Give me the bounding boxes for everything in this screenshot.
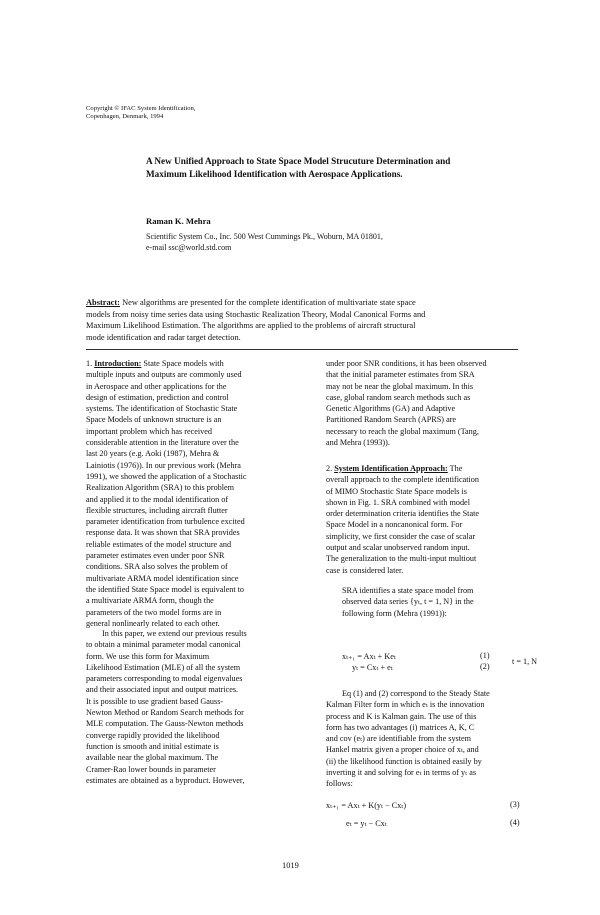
text-line: parameters of the two model forms are in	[86, 607, 222, 617]
text-line: design of estimation, prediction and control	[86, 392, 229, 402]
text-line: (ii) the likelihood function is obtained easily by	[326, 756, 482, 766]
author-affiliation	[146, 231, 383, 253]
page-number: 1019	[282, 861, 299, 870]
text-line: order determination criteria identifies the State	[326, 509, 479, 519]
abstract-label: Abstract:	[86, 298, 120, 307]
text-line: Space Models of unknown structure is an	[86, 415, 222, 425]
text-line: and cov (eₜ) are identifiable from the system	[326, 734, 472, 744]
equation-2: yₜ = Cxₜ + eₜ	[352, 663, 393, 672]
abstract-line: Abstract: New algorithms are presented for the complete identification of multivariate state space	[86, 298, 416, 307]
copyright-notice	[86, 105, 346, 121]
text-line: converge rapidly provided the likelihood	[86, 730, 220, 740]
text-line: MLE computation. The Gauss-Newton methods	[86, 719, 244, 729]
abstract-line: mode identification and radar target detection.	[86, 332, 241, 342]
affiliation-email: e-mail ssc@world.std.com	[146, 243, 232, 252]
text-line: parameters corresponding to modal eigenvalues	[86, 674, 243, 684]
abstract-line: models from noisy time series data using Stochastic Realization Theory, Modal Canonical Forms and	[86, 309, 426, 319]
text-line: and their associated input and output matrices.	[86, 685, 239, 695]
text-line: conditions. SRA also solves the problem of	[86, 562, 228, 572]
text-line: flexible structures, including aircraft flutter	[86, 505, 228, 515]
abstract	[86, 297, 516, 343]
text-line: Likelihood Estimation (MLE) of all the system	[86, 662, 241, 672]
text-line: case, global random search methods such as	[326, 392, 471, 402]
text-line: that the initial parameter estimates from SRA	[326, 370, 475, 380]
text-line: Genetic Algorithms (GA) and Adaptive	[326, 404, 456, 414]
text-line: to obtain a minimal parameter modal canonical	[86, 640, 241, 650]
text-line: Realization Algorithm (SRA) to this problem	[86, 483, 235, 493]
text-line: multiple inputs and outputs are commonly used	[86, 370, 242, 380]
text-line: Eq (1) and (2) correspond to the Steady State	[342, 689, 490, 698]
author-name: Raman K. Mehra	[146, 216, 211, 226]
extension-body	[86, 628, 308, 786]
text-line: a multivariate ARMA form, though the	[86, 596, 214, 606]
text-line: shown in Fig. 1. SRA combined with model	[326, 497, 470, 507]
text-line: parameter identification from turbulence excited	[86, 517, 245, 527]
text-line: Cramer-Rao lower bounds in parameter	[86, 764, 216, 774]
text-line: following form (Mehra (1991)):	[342, 608, 447, 618]
equation-3-number: (3)	[510, 800, 520, 809]
equation-range: t = 1, N	[512, 657, 538, 666]
text-line: Space Model in a noncanonical form. For	[326, 520, 463, 530]
text-line: inverting it and solving for eₜ in terms of yₜ as	[326, 768, 477, 778]
title-line: Maximum Likelihood Identification with Aerospace Applications.	[146, 169, 403, 179]
extension-paragraph	[86, 628, 308, 786]
text-line: case is considered later.	[326, 565, 404, 575]
sysid-heading: System Identification Approach:	[334, 464, 448, 473]
copyright-line: Copenhagen, Denmark, 1994	[86, 113, 164, 120]
text-line: response data. It was shown that SRA provides	[86, 528, 240, 538]
text-line: It is possible to use gradient based Gauss-	[86, 696, 224, 706]
text-line: function is smooth and initial estimate is	[86, 741, 219, 751]
text-line: in Aerospace and other applications for the	[86, 381, 227, 391]
equation-2-number: (2)	[480, 662, 490, 671]
text-line: important problem which has received	[86, 426, 212, 436]
search-paragraph	[326, 358, 526, 448]
intro-body	[86, 369, 308, 629]
text-line: Kalman Filter form in which eₜ is the innovation	[326, 700, 485, 710]
text-line: multivariate ARMA model identification since	[86, 573, 239, 583]
sysid-body	[326, 474, 526, 576]
text-line: Lainiotis (1976)). In our previous work (Mehra	[86, 460, 241, 470]
title-line: A New Unified Approach to State Space Model Strucuture Determination and	[146, 156, 451, 166]
text-line: necessary to reach the global maximum (Tang,	[326, 426, 479, 436]
text-line: process and K is Kalman gain. The use of this	[326, 711, 477, 721]
text-line: parameter estimates even under poor SNR	[86, 551, 225, 561]
text-line: last 20 years (e.g. Aoki (1987), Mehra &	[86, 449, 220, 459]
intro-paragraph	[86, 358, 308, 629]
text-line: general nonlinearly related to each other.	[86, 618, 220, 628]
copyright-line: Copyright © IFAC System Identification,	[86, 105, 196, 112]
text-line: The generalization to the multi-input multiout	[326, 554, 477, 564]
text-line: available near the global maximum. The	[86, 753, 219, 763]
text-line: considerable attention in the literature over the	[86, 438, 239, 448]
equation-4: eₜ = yₜ − Cxₜ	[346, 819, 387, 828]
section-divider	[86, 349, 518, 350]
equation-4-number: (4)	[510, 818, 520, 827]
text-line: Partitioned Random Search (APRS) are	[326, 415, 457, 425]
affiliation-line: Scientific System Co., Inc. 500 West Cummings Pk., Woburn, MA 01801,	[146, 232, 383, 241]
text-line: Hankel matrix given a proper choice of xₜ, and	[326, 745, 479, 755]
text-line: of MIMO Stochastic State Space models is	[326, 486, 467, 496]
abstract-line: Maximum Likelihood Estimation. The algorithms are applied to the problems of aircraft structural	[86, 321, 416, 331]
text-line: estimates are obtained as a byproduct. However,	[86, 775, 245, 785]
text-line: under poor SNR conditions, it has been observed	[326, 359, 487, 368]
sra-paragraph	[342, 585, 542, 619]
text-line: and applied it to the modal identification of	[86, 494, 229, 504]
text-line: and Mehra (1993)).	[326, 438, 390, 448]
text-line: In this paper, we extend our previous results	[102, 629, 247, 638]
intro-heading-line: 1. Introduction: State Space models with	[86, 359, 224, 368]
kalman-body	[326, 688, 526, 790]
equation-1: xₜ₊₁ = Axₜ + Keₜ	[342, 652, 396, 661]
text-line: 1991), we showed the application of a Stochastic	[86, 471, 247, 481]
text-line: SRA identifies a state space model from	[342, 586, 474, 595]
search-body	[326, 358, 526, 448]
equation-1-number: (1)	[480, 651, 490, 660]
text-line: output and scalar unobserved random input.	[326, 543, 470, 553]
sysid-heading-line: 2. System Identification Approach: The	[326, 464, 463, 473]
text-line: form has two advantages (i) matrices A, K, C	[326, 722, 475, 732]
sysid-paragraph	[326, 463, 526, 576]
kalman-paragraph	[326, 688, 526, 790]
text-line: overall approach to the complete identification	[326, 475, 479, 485]
text-line: follows:	[326, 779, 353, 789]
text-line: reliable estimates of the model structure and	[86, 539, 232, 549]
equation-3: xₜ₊₁ = Axₜ + K(yₜ − Cxₜ)	[326, 801, 407, 810]
sra-body	[342, 585, 542, 619]
text-line: simplicity, we first consider the case of scalar	[326, 531, 476, 541]
text-line: Newton Method or Random Search methods for	[86, 708, 244, 718]
paper-title	[146, 155, 506, 181]
text-line: observed data series {yₜ, t = 1, N} in the	[342, 597, 474, 607]
text-line: may not be near the global maximum. In this	[326, 381, 474, 391]
intro-heading: Introduction:	[94, 359, 142, 368]
text-line: form. We use this form for Maximum	[86, 651, 210, 661]
text-line: systems. The identification of Stochastic State	[86, 404, 238, 414]
text-line: the identified State Space model is equivalent to	[86, 584, 245, 594]
